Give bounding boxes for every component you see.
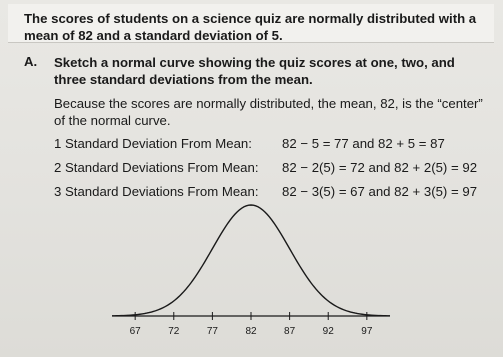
axis-tick-label: 87: [284, 326, 296, 337]
deviation-label: 1 Standard Deviation From Mean:: [54, 136, 252, 151]
deviation-math: 82 − 3(5) = 67 and 82 + 3(5) = 97: [282, 184, 478, 199]
part-letter: A.: [24, 54, 38, 69]
deviation-math: 82 − 5 = 77 and 82 + 5 = 87: [282, 136, 445, 151]
part-prompt: Sketch a normal curve showing the quiz scores at one, two, and three standard deviations from the mean.: [54, 55, 455, 87]
deviation-label: 3 Standard Deviations From Mean:: [54, 184, 259, 199]
axis-tick-label: 67: [129, 326, 141, 337]
explanation-text: Because the scores are normally distributed, the mean, 82, is the “center” of the normal curve.: [54, 96, 483, 128]
axis-tick-label: 72: [168, 326, 180, 337]
normal-curve-line: [112, 205, 390, 316]
problem-statement: The scores of students on a science quiz are normally distributed with a mean of 82 and a standard deviation of 5.: [24, 11, 477, 43]
deviation-math: 82 − 2(5) = 72 and 82 + 2(5) = 92: [282, 160, 478, 175]
axis-tick-label: 97: [361, 326, 373, 337]
axis-tick-label: 92: [322, 326, 334, 337]
axis-tick-label: 82: [245, 326, 257, 337]
deviation-label: 2 Standard Deviations From Mean:: [54, 160, 259, 175]
axis-tick-label: 77: [206, 326, 218, 337]
